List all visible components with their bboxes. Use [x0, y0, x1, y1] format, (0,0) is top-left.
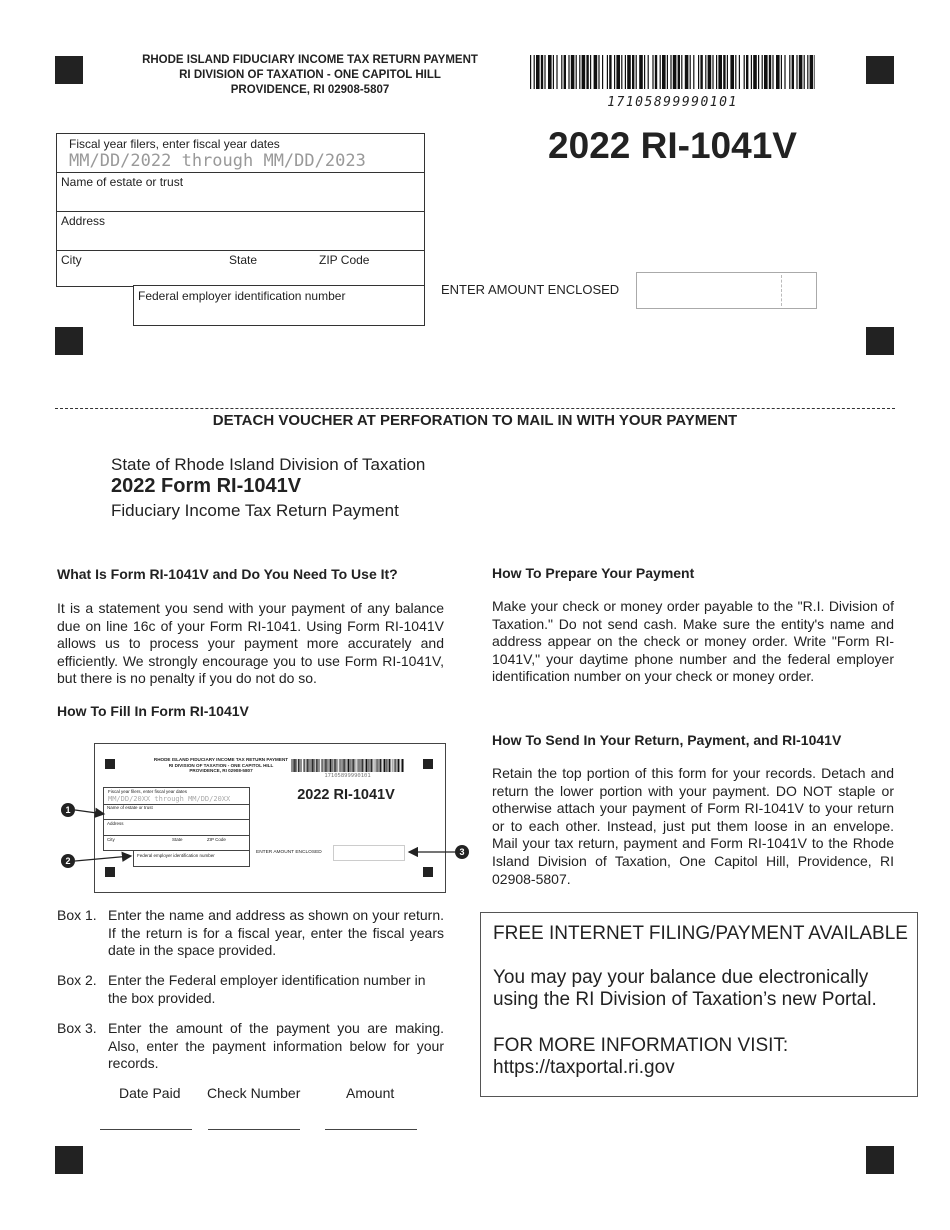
callout-1: 1: [61, 803, 75, 817]
box-2-text: Enter the Federal employer identification number in the box provided.: [108, 972, 426, 1006]
barcode-bar: [807, 55, 808, 89]
barcode-bar: [751, 55, 752, 89]
registration-mark: [866, 1146, 894, 1174]
state-label: State: [229, 253, 258, 267]
barcode-bar: [639, 55, 643, 89]
portal-url[interactable]: https://taxportal.ri.gov: [493, 1057, 675, 1078]
barcode-bar: [313, 759, 314, 772]
free-filing-heading: FREE INTERNET FILING/PAYMENT AVAILABLE: [493, 923, 908, 944]
barcode-bar: [530, 55, 531, 89]
registration-mark: [866, 327, 894, 355]
barcode-bar: [776, 55, 780, 89]
barcode-bar: [568, 55, 569, 89]
callout-2: 2: [61, 854, 75, 868]
box-3-text: Enter the amount of the payment you are making. Also, enter the payment information below for your records.: [108, 1020, 444, 1071]
sample-fiscal-placeholder: MM/DD/20XX through MM/DD/20XX: [108, 795, 231, 803]
voucher-header: [110, 53, 510, 98]
barcode-bar: [340, 759, 341, 772]
sample-name-label: Name of estate or trust: [107, 805, 153, 810]
barcode-bar: [350, 759, 351, 772]
box-2-label: Box 2.: [57, 972, 97, 988]
barcode-bar: [685, 55, 689, 89]
barcode-bar: [579, 55, 580, 89]
barcode: [530, 55, 815, 89]
barcode-bar: [307, 759, 308, 772]
barcode-bar: [609, 55, 611, 89]
barcode-bar: [616, 55, 620, 89]
sample-city-label: City: [107, 837, 115, 842]
agency-name: State of Rhode Island Division of Taxation: [111, 455, 426, 474]
barcode-bar: [698, 55, 699, 89]
barcode-bar: [389, 759, 390, 772]
barcode-bar: [331, 759, 332, 772]
amount-line[interactable]: [325, 1129, 417, 1130]
check-number-line[interactable]: [208, 1129, 300, 1130]
callout-3: 3: [455, 845, 469, 859]
barcode-bar: [334, 759, 335, 772]
barcode-bar: [744, 55, 745, 89]
sample-form-title: 2022 RI-1041V: [297, 787, 395, 803]
header-line-3: PROVIDENCE, RI 02908-5807: [230, 84, 390, 96]
barcode-bar: [598, 55, 599, 89]
sample-barcode-number: 17105899990101: [324, 773, 371, 779]
barcode-bar: [377, 759, 378, 772]
barcode-bar: [708, 55, 712, 89]
perforation-line: [55, 408, 895, 409]
city-state-zip-field[interactable]: [56, 250, 425, 287]
registration-mark: [866, 56, 894, 84]
barcode-bar: [590, 55, 591, 89]
barcode-bar: [632, 55, 634, 89]
barcode-bar: [681, 55, 682, 89]
barcode-bar: [370, 759, 371, 772]
barcode-bar: [544, 55, 545, 89]
free-filing-box: [480, 912, 918, 1097]
barcode-bar: [541, 55, 543, 89]
barcode-bar: [536, 55, 540, 89]
sample-state-label: State: [172, 837, 183, 842]
barcode-bar: [384, 759, 385, 772]
registration-mark: [55, 327, 83, 355]
barcode-bar: [655, 55, 657, 89]
barcode-bar: [576, 55, 577, 89]
amount-enclosed-field[interactable]: [636, 272, 817, 309]
what-text: It is a statement you send with your payment of any balance due on line 16c of your Form RI-1041. Using Form RI-1041V allows us to process your payment more accurately and efficiently. We strongly encourage you to use Form RI-1041V, but there is no penalty if you do not do so.: [57, 600, 444, 687]
barcode-bar: [607, 55, 608, 89]
form-subtitle: Fiduciary Income Tax Return Payment: [111, 501, 399, 520]
sample-fein-label: Federal employer identification number: [137, 853, 215, 858]
barcode-bar: [662, 55, 666, 89]
header-line-1: RHODE ISLAND FIDUCIARY INCOME TAX RETURN PAYMENT: [142, 54, 478, 66]
date-paid-label: Date Paid: [119, 1085, 181, 1101]
barcode-bar: [673, 55, 677, 89]
barcode-bar: [361, 759, 362, 772]
barcode-bar: [810, 55, 814, 89]
barcode-bar: [670, 55, 671, 89]
barcode-bar: [700, 55, 702, 89]
sample-address-label: Address: [107, 821, 124, 826]
barcode-bar: [316, 759, 317, 772]
check-number-label: Check Number: [207, 1085, 301, 1101]
detach-instruction: DETACH VOUCHER AT PERFORATION TO MAIL IN WITH YOUR PAYMENT: [212, 412, 738, 429]
send-text: Retain the top portion of this form for your records. Detach and return the lower portion with your payment. DO NOT staple or otherwise attach your payment of Form RI-1041V to your return or to each other. Instead, just put them loose in an envelope. Mail your tax return, payment and Form RI-1041V to the Rhode Island Division of Taxation, One Capitol Hill, Providence, RI 02908-5807.: [492, 765, 894, 887]
barcode-bar: [627, 55, 631, 89]
barcode-bar: [718, 55, 722, 89]
barcode-bar: [548, 55, 552, 89]
barcode-bar: [322, 759, 323, 772]
registration-mark: [55, 1146, 83, 1174]
barcode-bar: [398, 759, 399, 772]
sample-header-line-1: RHODE ISLAND FIDUCIARY INCOME TAX RETURN PAYMENT: [153, 757, 289, 762]
barcode-bar: [582, 55, 586, 89]
barcode-bar: [804, 55, 805, 89]
header-line-2: RI DIVISION OF TAXATION - ONE CAPITOL HILL: [179, 69, 441, 81]
barcode-bar: [352, 759, 353, 772]
barcode-bar: [298, 759, 299, 772]
barcode-bar: [368, 759, 369, 772]
barcode-bar: [762, 55, 763, 89]
barcode-bar: [325, 759, 326, 772]
barcode-bar: [764, 55, 768, 89]
barcode-bar: [667, 55, 668, 89]
send-heading: How To Send In Your Return, Payment, and RI-1041V: [492, 732, 842, 748]
fein-field[interactable]: [133, 285, 425, 326]
barcode-bar: [712, 55, 713, 89]
barcode-bar: [693, 55, 694, 89]
barcode-bar: [366, 759, 367, 772]
date-paid-line[interactable]: [100, 1129, 192, 1130]
barcode-bar: [293, 759, 294, 772]
registration-mark: [55, 56, 83, 84]
barcode-bar: [534, 55, 535, 89]
name-label: Name of estate or trust: [61, 175, 184, 189]
barcode-bar: [561, 55, 562, 89]
barcode-bar: [796, 55, 797, 89]
barcode-bar: [814, 55, 815, 89]
barcode-bar: [330, 759, 331, 772]
what-heading: What Is Form RI-1041V and Do You Need To Use It?: [57, 566, 398, 582]
barcode-bar: [690, 55, 691, 89]
barcode-bar: [644, 55, 645, 89]
fiscal-year-placeholder: MM/DD/2022 through MM/DD/2023: [69, 151, 366, 171]
fiscal-year-box[interactable]: [56, 133, 425, 175]
amount-enclosed-label: ENTER AMOUNT ENCLOSED: [441, 282, 620, 297]
barcode-bar: [769, 55, 771, 89]
barcode-bar: [594, 55, 598, 89]
barcode-bar: [648, 55, 649, 89]
more-info-label: FOR MORE INFORMATION VISIT:: [493, 1035, 789, 1056]
sample-header-line-3: PROVIDENCE, RI 02908-5807: [189, 768, 253, 773]
sample-fiscal-label: Fiscal year filers, enter fiscal year dates: [108, 789, 188, 794]
prepare-heading: How To Prepare Your Payment: [492, 565, 695, 581]
registration-mark: [423, 759, 433, 769]
barcode-bar: [758, 55, 759, 89]
cents-divider: [781, 275, 782, 306]
form-name: 2022 Form RI-1041V: [111, 475, 302, 497]
barcode-bar: [602, 55, 603, 89]
registration-mark: [105, 759, 115, 769]
barcode-bar: [739, 55, 740, 89]
prepare-text: Make your check or money order payable to the "R.I. Division of Taxation." Do not send cash. Make sure the entity's name and address appear on the check or money order. Write "Form RI-1041V," your daytime phone number and the federal employer identification number on your check or money order.: [492, 598, 894, 685]
form-title: 2022 RI-1041V: [548, 125, 797, 166]
address-label: Address: [61, 214, 106, 228]
barcode-bar: [772, 55, 773, 89]
callout-arrows: [55, 795, 475, 875]
address-field[interactable]: [56, 211, 425, 252]
barcode-bar: [781, 55, 782, 89]
sample-zip-label: ZIP Code: [207, 837, 226, 842]
barcode-bar: [379, 759, 380, 772]
barcode-bar: [716, 55, 717, 89]
free-filing-text: You may pay your balance due electronically using the RI Division of Taxation’s new Portal.: [493, 967, 877, 1010]
fill-heading: How To Fill In Form RI-1041V: [57, 703, 249, 719]
barcode-bar: [402, 759, 403, 772]
barcode-bar: [735, 55, 736, 89]
fiscal-year-label: Fiscal year filers, enter fiscal year dates: [69, 137, 280, 151]
barcode-bar: [564, 55, 566, 89]
barcode-bar: [386, 759, 387, 772]
barcode-bar: [727, 55, 728, 89]
barcode-bar: [746, 55, 748, 89]
barcode-bar: [311, 759, 312, 772]
barcode-bar: [621, 55, 622, 89]
barcode-bar: [799, 55, 803, 89]
sample-header: [131, 757, 311, 774]
barcode-bar: [348, 759, 349, 772]
barcode-bar: [395, 759, 396, 772]
barcode-bar: [614, 55, 615, 89]
barcode-bar: [304, 759, 305, 772]
barcode-bar: [753, 55, 757, 89]
box-1-text: Enter the name and address as shown on your return. If the return is for a fiscal year, enter the fiscal years date in the space provided.: [108, 907, 444, 958]
barcode-bar: [660, 55, 661, 89]
barcode-bar: [295, 759, 296, 772]
barcode-bar: [343, 759, 344, 772]
sample-barcode: [291, 759, 404, 772]
barcode-bar: [705, 55, 706, 89]
barcode-bar: [723, 55, 725, 89]
barcode-bar: [784, 55, 785, 89]
barcode-bar: [586, 55, 588, 89]
zip-label: ZIP Code: [319, 253, 370, 267]
name-field[interactable]: [56, 172, 425, 213]
sample-amount-label: ENTER AMOUNT ENCLOSED: [256, 850, 322, 855]
barcode-bar: [730, 55, 734, 89]
barcode-bar: [792, 55, 794, 89]
city-label: City: [61, 253, 82, 267]
box-3-label: Box 3.: [57, 1020, 97, 1036]
barcode-bar: [359, 759, 360, 772]
barcode-bar: [789, 55, 790, 89]
barcode-bar: [678, 55, 680, 89]
sample-header-line-2: RI DIVISION OF TAXATION - ONE CAPITOL HILL: [168, 762, 274, 768]
fein-label: Federal employer identification number: [138, 289, 346, 303]
barcode-bar: [652, 55, 653, 89]
box-1-label: Box 1.: [57, 907, 97, 923]
barcode-bar: [625, 55, 626, 89]
barcode-bar: [553, 55, 554, 89]
barcode-bar: [571, 55, 575, 89]
amount-label: Amount: [346, 1085, 395, 1101]
barcode-bar: [556, 55, 557, 89]
barcode-bar: [636, 55, 637, 89]
barcode-number: 17105899990101: [607, 95, 738, 110]
